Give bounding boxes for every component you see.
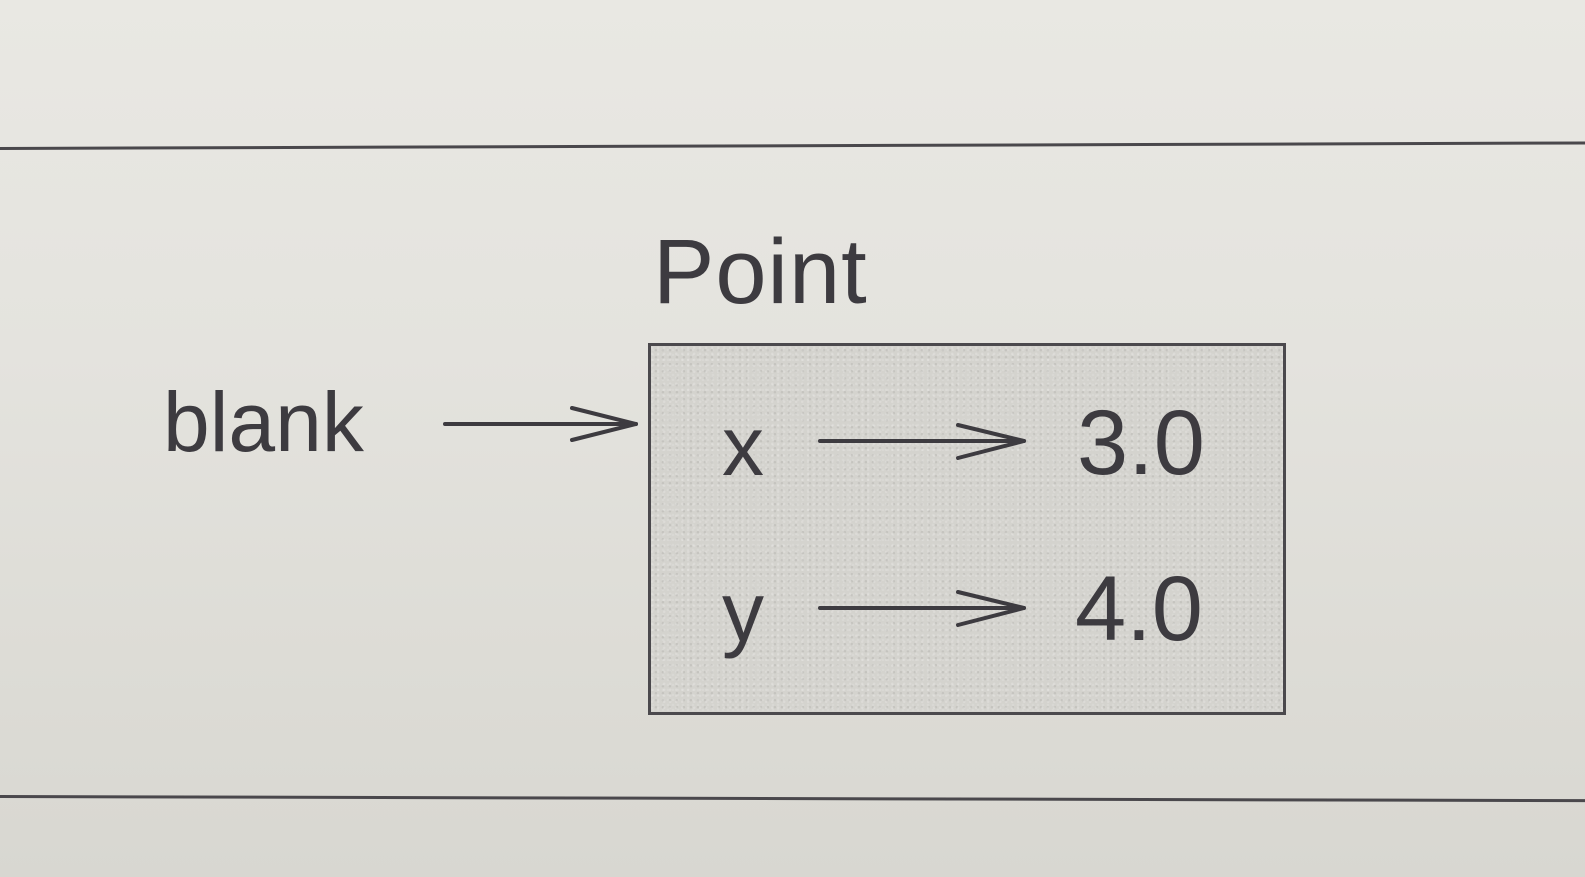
class-name-label: Point [653, 221, 868, 323]
reference-arrow [445, 408, 636, 440]
variable-name-label: blank [163, 375, 364, 469]
attribute-x-name: x [722, 399, 764, 493]
bottom-rule-line [0, 795, 1585, 802]
attribute-x-value: 3.0 [1077, 392, 1205, 494]
attribute-y-name: y [722, 565, 764, 659]
attribute-y-value: 4.0 [1075, 558, 1203, 660]
top-rule-line [0, 141, 1585, 150]
